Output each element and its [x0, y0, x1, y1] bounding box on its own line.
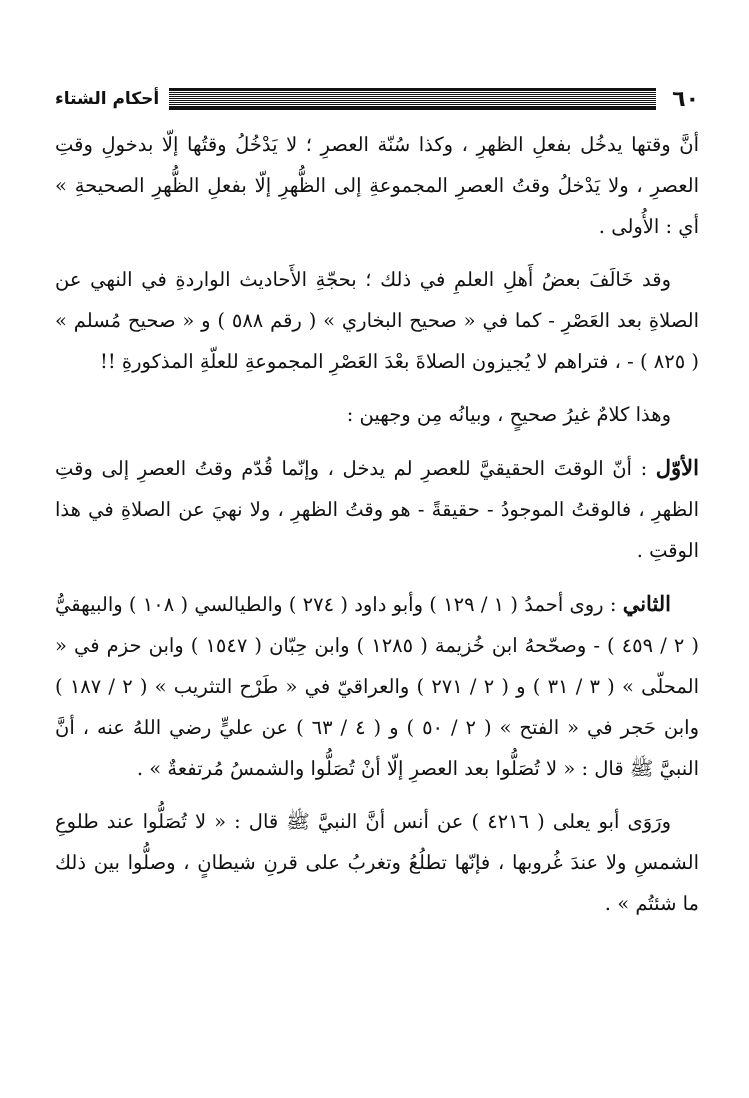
paragraph-5-text: : روى أحمدُ ( ١ / ١٢٩ ) وأبو داود ( ٢٧٤ ) والطيالسي ( ١٠٨ ) والبيهقيُّ ( ٢ / ٤٥٩ ) - وصحّحهُ ابن خُزيمة ( ١٢٨٥ ) وابن حِبّان ( ١٥٤٧ ) وابن حزم في « المحلّى » ( ٣ / ٣١ ) و ( ٢ / ٢٧١ ) والعراقيّ في « طَرْح التثريب » ( ٢ / ١٨٧ ) وابن حَجر في « الفتح » ( ٢ / ٥٠ ) و ( ٤ / ٦٣ ) عن عليٍّ رضي اللهُ عنه ، أنَّ النبيَّ ﷺ قال : « لا تُصَلُّوا بعد العصرِ إلّا أنْ تُصَلُّوا والشمسُ مُرتفعةٌ » .: [55, 593, 700, 780]
paragraph-3: [55, 394, 699, 435]
book-page: [55, 82, 699, 924]
paragraph-3-text: وهذا كلامٌ غيرُ صحيحٍ ، وبيانُه مِن وجهين :: [346, 403, 671, 426]
paragraph-2: [55, 259, 699, 382]
paragraph-4: [55, 447, 699, 571]
paragraph-4-lead: الأوّل: [655, 455, 699, 480]
paragraph-5-lead: الثاني: [622, 591, 672, 616]
paragraph-6: [55, 801, 699, 924]
paragraph-5: [55, 583, 699, 789]
header-rule: [169, 88, 656, 110]
paragraph-6-text: ورَوَى أبو يعلى ( ٤٢١٦ ) عن أنس أنَّ النبيَّ ﷺ قال : « لا تُصَلُّوا عند طلوعِ الشمسِ ولا عندَ غُروبها ، فإنّها تطلُعُ وتغربُ على قرنِ شيطانٍ ، وصلُّوا بين ذلك ما شئتُم » .: [55, 810, 699, 915]
paragraph-2-text: وقد خَالَفَ بعضُ أَهلِ العلمِ في ذلك ؛ بحجّةِ الأَحاديث الواردةِ في النهي عن الصلاةِ بعد العَصْرِ - كما في « صحيح البخاري » ( رقم ٥٨٨ ) و « صحيح مُسلم » ( ٨٢٥ ) - ، فتراهم لا يُجيزون الصلاةَ بعْدَ العَصْرِ المجموعةِ للعلّةِ المذكورةِ !!: [55, 268, 699, 373]
page-header: [55, 82, 699, 116]
paragraph-1-text: أنَّ وقتها يدخُل بفعلِ الظهرِ ، وكذا سُنّة العصرِ ؛ لا يَدْخُلُ وقتُها إلّا بدخولِ وقتِ العصرِ ، ولا يَدْخلُ وقتُ العصرِ المجموعةِ إلى الظُّهرِ إلّا بفعلِ الظُّهرِ الصحيحةِ » أي : الأُولى .: [55, 133, 699, 238]
page-number: ٦٠: [672, 86, 699, 112]
running-title: أحكام الشتاء: [55, 89, 160, 109]
paragraph-1: [55, 124, 699, 247]
paragraph-4-text: : أنّ الوقتَ الحقيقيَّ للعصرِ لم يدخل ، وإنّما قُدّم وقتُ العصرِ إلى وقتِ الظهرِ ، فالوقتُ الموجودُ - حقيقةً - هو وقتُ الظهرِ ، ولا نهيَ عن الصلاةِ في هذا الوقتِ .: [55, 457, 699, 562]
